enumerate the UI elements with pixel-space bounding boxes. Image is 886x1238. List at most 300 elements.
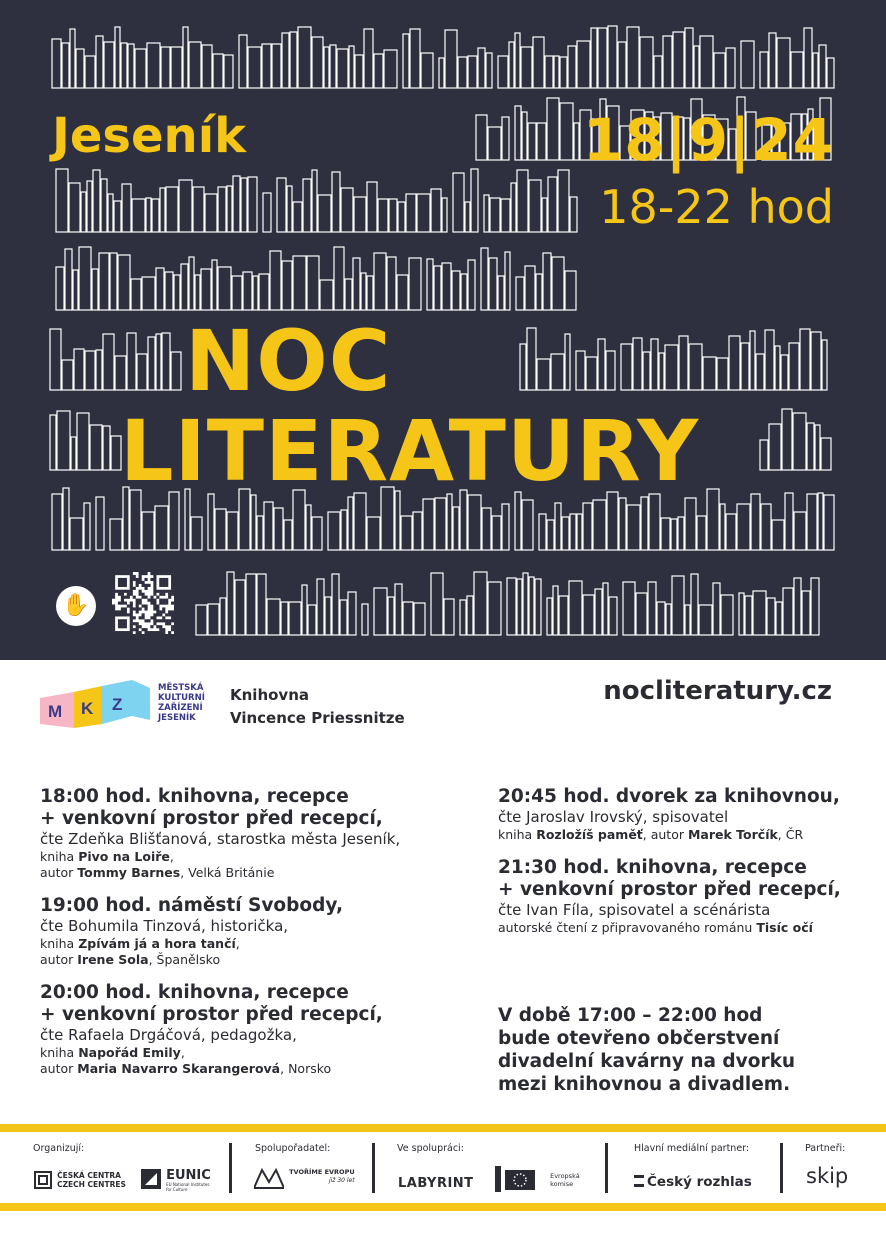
book-spine [560,57,567,88]
book-spine [543,253,551,310]
book-spine [595,589,602,635]
book-spine [517,579,522,635]
book-spine [302,585,307,635]
book-spine [320,280,333,310]
book-spine [431,573,443,635]
book-spine [577,514,582,550]
book-spine [726,514,736,550]
book-spine [529,180,541,232]
book-spine [257,516,263,550]
book-spine [800,329,810,390]
book-spine [318,195,331,232]
book-spine [367,276,373,310]
book-spine [776,602,782,635]
book-spine [367,517,380,550]
book-spine [156,268,164,310]
eunic-icon [141,1169,161,1189]
book-spine [515,492,521,550]
book-spine [87,181,92,232]
book-spine [515,106,521,160]
book-spine [423,499,434,550]
book-spine [56,169,68,232]
book-spine [62,360,73,390]
book-spine [807,423,814,470]
book-spine [349,46,354,88]
book-spine [522,500,533,550]
book-spine [444,599,454,635]
book-spine [633,338,642,390]
book-spine [818,493,823,550]
book-spine [577,41,590,88]
book-spine [218,267,231,310]
book-spine [354,197,366,232]
book-spine [69,183,80,232]
program-left [40,786,470,1091]
book-spine [81,192,86,232]
book-spine [490,198,500,232]
book-spine [122,184,131,232]
book-spine [414,603,425,635]
book-spine [79,247,91,310]
book-spine [769,33,776,88]
book-spine [171,352,181,390]
footer-bottom-bar [0,1203,886,1211]
book-spine [703,357,716,390]
book-spine [93,170,100,232]
organizers-label: Organizují: [33,1143,85,1154]
book-spine [92,269,98,310]
book-spine [447,494,452,550]
book-spine [509,42,514,88]
book-spine [498,276,504,310]
book-spine [651,339,658,390]
book-spine [224,55,233,88]
book-spine [62,43,69,88]
book-spine [760,52,768,88]
book-spine [406,194,416,232]
book-spine [807,494,817,550]
book-spine [781,355,788,390]
book-spine [118,255,130,310]
book-spine [312,170,317,232]
book-spine [208,494,214,550]
book-spine [560,103,573,160]
book-spine [554,56,559,88]
book-spine [213,54,223,88]
book-spine [619,498,626,550]
book-spine [330,45,336,88]
book-spine [521,47,532,88]
book-spine [191,517,202,550]
book-spine [478,48,485,88]
program-item: 20:45 hod. dvorek za knihovnou, čte Jaroslav Irovský, spisovatel kniha Rozložíš paměť, autor Marek Torčík, ČR [498,786,840,842]
book-spine [312,37,323,88]
book-spine [726,48,735,88]
book-spine [132,199,145,232]
program-item: 20:00 hod. knihovna, recepce + venkovní prostor před recepcí, čte Rafaela Drgáčová, pedagožka, kniha Napořád Emily, autor Maria Navarro Skarangerová, Norsko [40,982,383,1076]
refreshment-note: V době 17:00 – 22:00 hod bude otevřeno občerstvení divadelní kavárny na dvorku mezi knihovnou a divadlem. [498,1005,796,1095]
book-spine [569,581,582,635]
book-spine [325,597,331,635]
book-spine [289,602,301,635]
book-spine [212,260,217,310]
book-spine [148,337,155,390]
book-spine [104,42,114,88]
book-spine [434,266,441,310]
book-spine [537,359,550,390]
book-spine [691,574,698,635]
book-spine [598,28,607,88]
book-spine [263,193,271,232]
book-spine [699,605,712,635]
book-spine [272,44,281,88]
book-spine [189,257,194,310]
book-spine [547,520,554,550]
book-spine [115,27,120,88]
book-spine [235,580,245,635]
book-spine [281,602,288,635]
book-spine [558,170,569,232]
book-spine [284,520,292,550]
book-spine [649,494,660,550]
program-item: 19:00 hod. náměstí Svobody, čte Bohumila Tinzová, historička, kniha Zpívám já a hora tančí, autor Irene Sola, Španělsko [40,895,343,967]
book-spine [103,334,114,390]
book-spine [403,602,413,635]
footer-divider [605,1143,608,1193]
book-spine [501,199,510,232]
book-spine [71,437,76,470]
book-spine [220,598,226,635]
book-spine [815,425,820,470]
book-spine [606,351,615,390]
logo-letter-z: Z [112,695,123,714]
book-spine [570,514,576,550]
book-spine [445,30,457,88]
book-spine [568,46,576,88]
book-spine [110,253,117,310]
book-spine [401,516,412,550]
book-spine [227,186,232,232]
book-spine [262,44,271,88]
book-spine [152,199,159,232]
eunic-logo: EUNIC EU National Institutes for Culture [141,1169,214,1192]
book-spine [183,27,188,88]
library-name: Knihovna Vincence Priessnitze [230,686,405,727]
event-hours: 18-22 hod [599,180,834,234]
book-spine [641,497,648,550]
book-spine [559,596,568,635]
book-spine [741,41,754,88]
book-spine [821,438,831,470]
book-spine [785,493,793,550]
book-spine [458,57,467,88]
book-spine [598,339,605,390]
book-spine [689,344,702,390]
book-spine [128,44,134,88]
book-spine [74,349,84,390]
book-spine [241,178,247,232]
book-spine [505,252,510,310]
book-spine [364,29,373,88]
website-link[interactable]: nocliteratury.cz [603,676,832,706]
book-spine [160,188,165,232]
book-spine [131,279,141,310]
book-spine [374,253,386,310]
book-spine [453,507,459,550]
book-spine [417,194,430,232]
book-spine [196,605,207,635]
book-spine [282,261,292,310]
book-spine [99,253,109,310]
book-spine [666,604,671,635]
book-spine [307,256,319,310]
book-spine [824,495,834,550]
book-spine [507,578,516,635]
book-spine [576,351,585,390]
logo-letter-k: K [81,699,94,718]
book-spine [270,251,281,310]
book-spine [267,599,280,635]
mkz-logo [38,680,154,734]
footer-divider [229,1143,232,1193]
book-spine [471,169,478,232]
book-spine [481,248,488,310]
book-spine [246,574,256,635]
book-spine [50,415,56,470]
book-spine [468,495,481,550]
book-spine [251,495,256,550]
book-spine [293,202,302,232]
book-spine [253,276,258,310]
book-spine [73,270,78,310]
book-spine [442,198,447,232]
book-spine [551,354,564,390]
book-spine [750,331,755,390]
book-spine [208,604,219,635]
book-spine [227,572,234,635]
book-spine [492,516,501,550]
book-spine [76,49,84,88]
title-literatury: LITERATURY [120,402,700,500]
book-spine [142,277,155,310]
book-spine [324,47,329,88]
book-spine [523,573,528,635]
book-spine [146,198,151,232]
city-title: Jeseník [52,108,247,164]
book-spine [685,498,696,550]
book-spine [794,578,801,635]
book-spine [395,584,402,635]
book-spine [791,52,803,88]
book-spine [729,336,740,390]
book-spine [65,249,72,310]
book-spine [517,170,528,232]
book-spine [248,47,261,88]
book-spine [52,39,61,88]
book-spine [384,50,397,88]
book-spine [547,98,559,160]
book-spine [264,502,273,550]
czech-centres-icon [34,1171,52,1189]
book-spine [777,38,790,88]
book-spine [115,356,126,390]
book-spine [85,56,95,88]
book-spine [618,42,626,88]
book-spine [822,340,827,390]
book-spine [96,36,103,88]
book-spine [156,334,161,390]
book-spine [257,574,266,635]
book-spine [189,42,201,88]
book-spine [439,58,444,88]
book-spine [793,413,806,470]
book-spine [388,597,394,635]
book-spine [332,574,339,635]
book-spine [410,29,420,88]
book-spine [362,604,368,635]
book-spine [574,123,579,160]
book-spine [700,36,713,88]
book-spine [609,597,617,635]
book-spine [233,176,240,232]
book-spine [672,576,684,635]
book-spine [489,258,497,310]
book-spine [421,53,433,88]
book-spine [721,595,733,635]
book-spine [717,358,728,390]
book-spine [811,578,819,635]
book-spine [511,183,516,232]
book-spine [636,593,647,635]
book-spine [627,27,639,88]
book-spine [340,600,347,635]
book-spine [461,274,467,310]
book-spine [354,493,366,550]
book-spine [745,596,752,635]
book-spine [565,334,570,390]
book-spine [108,194,113,232]
book-spine [813,53,818,88]
book-spine [453,173,464,232]
book-spine [570,197,577,232]
program-item: 21:30 hod. knihovna, recepce + venkovní prostor před recepcí, čte Ivan Fíla, spisovatel a scénárista autorské čtení z připravovaného románu Tisíc očí [498,857,841,935]
book-spine [277,178,286,232]
book-spine [431,189,441,232]
book-spine [737,504,750,550]
book-spine [174,275,180,310]
footer-divider [780,1143,783,1193]
book-spine [484,195,489,232]
book-spine [387,257,396,310]
book-spine [63,488,69,550]
book-spine [239,35,247,88]
book-spine [103,426,110,470]
org-name: MĚSTSKÁ KULTURNÍ ZAŘÍZENÍ JESENÍK [158,683,205,723]
book-spine [697,516,706,550]
book-spine [685,605,690,635]
book-spine [753,591,766,635]
book-spine [193,187,204,232]
book-spine [525,266,535,310]
book-spine [345,279,352,310]
book-spine [348,592,356,635]
book-spine [169,492,179,550]
book-spine [476,115,487,160]
book-spine [657,602,665,635]
book-spine [679,336,688,390]
book-spine [378,199,388,232]
footer-divider [372,1143,375,1193]
book-spine [819,45,826,88]
book-spine [775,346,780,390]
book-spine [293,256,306,310]
book-spine [171,47,182,88]
book-spine [760,440,768,470]
book-spine [162,333,170,390]
title-noc: NOC [185,312,392,410]
book-spine [811,332,821,390]
book-spine [739,593,744,635]
book-spine [769,424,781,470]
book-spine [312,517,322,550]
book-spine [527,328,536,390]
book-spine [468,56,477,88]
book-spine [643,352,650,390]
book-spine [110,519,122,550]
logo-letter-m: M [48,702,63,721]
book-spine [290,32,297,88]
book-spine [488,127,501,160]
book-spine [673,32,684,88]
book-spine [536,274,542,310]
book-spine [348,497,353,550]
book-spine [665,345,678,390]
book-spine [539,514,546,550]
qr-code-icon[interactable] [112,572,174,634]
book-spine [515,33,520,88]
copromoter-label: Spolupořadatel: [255,1143,331,1154]
book-spine [165,272,173,310]
book-spine [608,26,617,88]
book-spine [542,198,547,232]
book-spine [427,259,433,310]
book-spine [403,34,409,88]
book-spine [389,199,397,232]
book-spine [537,123,546,160]
book-spine [202,45,212,88]
book-spine [85,351,95,390]
book-spine [274,508,283,550]
book-spine [714,53,725,88]
book-spine [782,409,792,470]
book-spine [101,179,107,232]
european-commission-logo: Evropská komise [495,1166,580,1192]
book-spine [179,180,192,232]
book-spine [287,186,292,232]
book-spine [70,518,83,550]
book-spine [802,591,810,635]
book-spine [474,572,487,635]
book-spine [621,344,632,390]
book-spine [328,512,340,550]
book-spine [181,264,188,310]
book-spine [783,588,793,635]
book-spine [555,503,561,550]
book-spine [591,28,597,88]
program-right [498,786,858,950]
book-spine [201,269,211,310]
tvorime-evropu-logo: TVOŘÍME EVROPU již 30 let [254,1168,355,1190]
